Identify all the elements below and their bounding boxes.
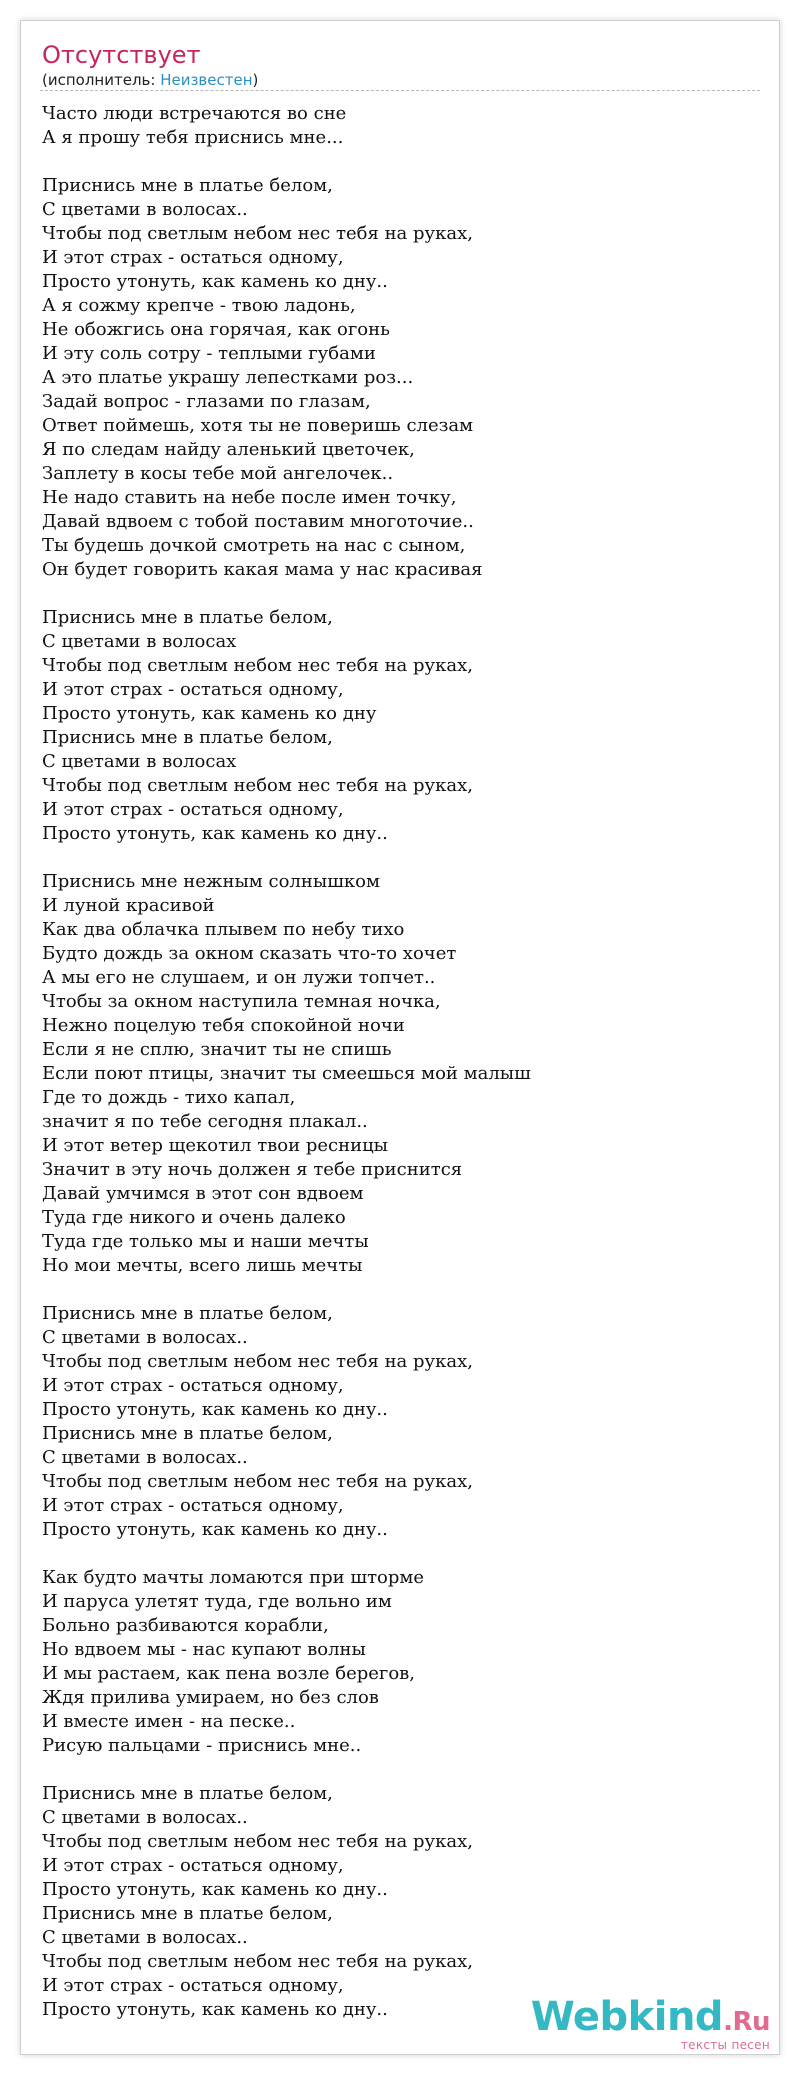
lyrics-text: Часто люди встречаются во сне А я прошу тебя приснись мне... Приснись мне в платье белом, С цветами в волосах.. Чтобы под светлым небом нес тебя на руках, И этот страх - остаться одному, Просто утонуть, как камень ко дну.. А я сожму крепче - твою ладонь, Не обожгись она горячая, как огонь И эту соль сотру - теплыми губами А это платье украшу лепестками роз... Задай вопрос - глазами по глазам, Ответ поймешь, хотя ты не поверишь слезам Я по следам найду аленький цветочек, Заплету в косы тебе мой ангелочек.. Не надо ставить на небе после имен точку, Давай вдвоем с тобой поставим многоточие.. Ты будешь дочкой смотреть на нас с сыном, Он будет говорить какая мама у нас красивая Приснись мне в платье белом, С цветами в волосах Чтобы под светлым небом нес тебя на руках, И этот страх - остаться одному, Просто утонуть, как камень ко дну Приснись мне в платье белом, С цветами в волосах Чтобы под светлым небом нес тебя на руках, И этот страх - остаться одному, Просто утонуть, как камень ко дну.. Приснись мне нежным солнышком И луной красивой Как два облачка плывем по небу тихо Будто дождь за окном сказать что-то хочет А мы его не слушаем, и он лужи топчет.. Чтобы за окном наступила темная ночка, Нежно поцелую тебя спокойной ночи Если я не сплю, значит ты не спишь Если поют птицы, значит ты смеешься мой малыш Где то дождь - тихо капал, значит я по тебе сегодня плакал.. И этот ветер щекотил твои ресницы Значит в эту ночь должен я тебе приснится Давай умчимся в этот сон вдвоем Туда где никого и очень далеко Туда где только мы и наши мечты Но мои мечты, всего лишь мечты Приснись мне в платье белом, С цветами в волосах.. Чтобы под светлым небом нес тебя на руках, И этот страх - остаться одному, Просто утонуть, как камень ко дну.. Приснись мне в платье белом, С цветами в волосах.. Чтобы под светлым небом нес тебя на руках, И этот страх - остаться одному, Просто утонуть, как камень ко дну.. Как будто мачты ломаются при шторме И паруса улетят туда, где вольно им Больно разбиваются корабли, Но вдвоем мы - нас купают волны И мы растаем, как пена возле берегов, Ждя прилива умираем, но без слов И вместе имен - на песке.. Рисую пальцами - приснись мне.. Приснись мне в платье белом, С цветами в волосах.. Чтобы под светлым небом нес тебя на руках, И этот страх - остаться одному, Просто утонуть, как камень ко дну.. Приснись мне в платье белом, С цветами в волосах.. Чтобы под светлым небом нес тебя на руках, И этот страх - остаться одному, Просто утонуть, как камень ко дну.. bbox=[42, 103, 531, 2020]
song-title: Отсутствует bbox=[42, 41, 201, 69]
header-divider bbox=[40, 90, 760, 91]
logo-wordmark bbox=[531, 1994, 770, 2040]
site-logo[interactable] bbox=[530, 1994, 770, 2052]
logo-name: Webkind bbox=[530, 1994, 724, 2040]
performer-prefix: (исполнитель: bbox=[42, 71, 161, 89]
logo-tagline: тексты песен bbox=[680, 2038, 770, 2052]
performer-line bbox=[42, 71, 258, 89]
logo-domain: .Ru bbox=[723, 2007, 770, 2037]
performer-suffix: ) bbox=[252, 71, 259, 89]
performer-link[interactable]: Неизвестен bbox=[160, 71, 253, 89]
